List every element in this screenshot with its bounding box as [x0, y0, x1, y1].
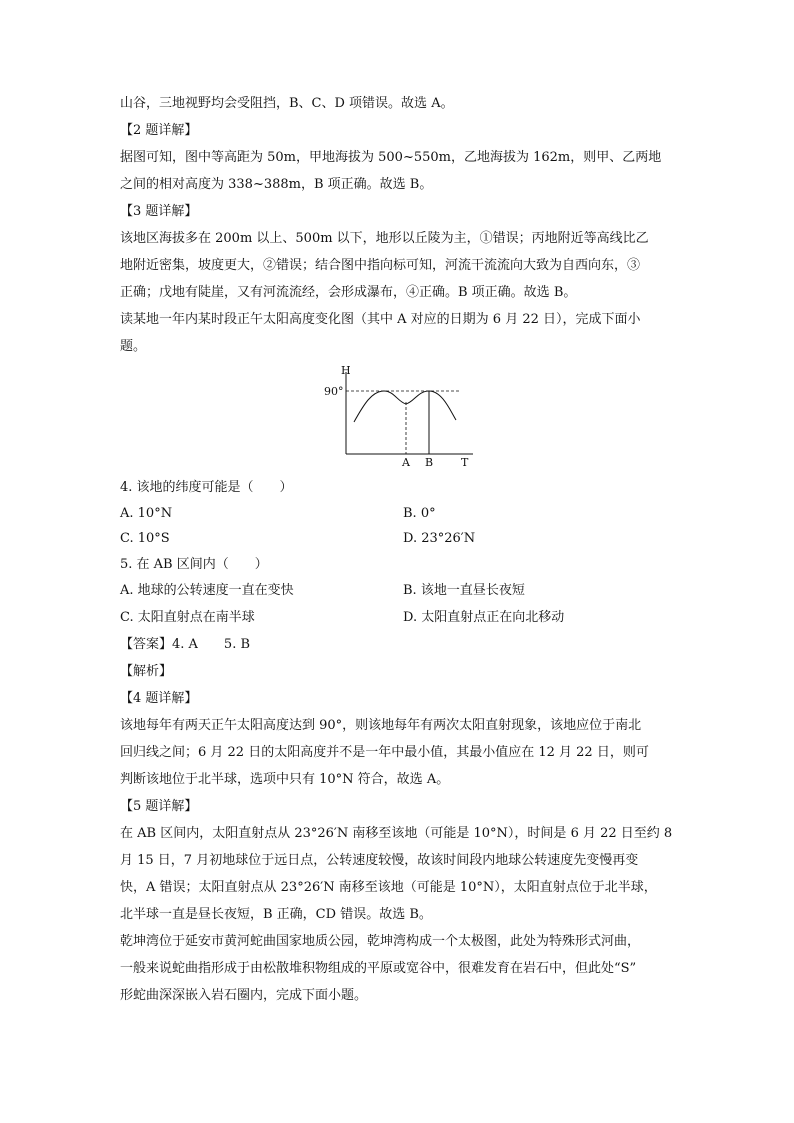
q5-option-c: C. 太阳直射点在南半球 [120, 610, 255, 625]
paragraph-line: 一般来说蛇曲指形成于由松散堆积物组成的平原或宽谷中，很难发育在岩石中，但此处“S” [120, 961, 637, 976]
sun-altitude-curve [354, 391, 456, 422]
label-b: B [425, 456, 434, 469]
section-heading-q2: 【2 题详解】 [120, 123, 198, 138]
section-heading-q3: 【3 题详解】 [120, 204, 198, 219]
question-5-stem: 5. 在 AB 区间内（ ） [120, 557, 268, 572]
paragraph-line: 山谷，三地视野均会受阻挡，B、C、D 项错误。故选 A。 [120, 96, 454, 111]
y-axis-label: H [341, 364, 351, 377]
analysis-heading: 【解析】 [120, 664, 173, 679]
paragraph-line: 在 AB 区间内，太阳直射点从 23°26′N 南移至该地（可能是 10°N），时间是 6 月 22 日至约 8 [120, 826, 673, 841]
paragraph-line: 该地区海拔多在 200m 以上、500m 以下，地形以丘陵为主，①错误；丙地附近等高线比乙 [120, 231, 649, 246]
paragraph-line: 题。 [120, 339, 147, 354]
paragraph-line: 据图可知，图中等高距为 50m，甲地海拔为 500~550m，乙地海拔为 162m，则甲、乙两地 [120, 150, 662, 165]
paragraph-line: 形蛇曲深深嵌入岩石圈内，完成下面小题。 [120, 988, 368, 1003]
paragraph-line: 回归线之间；6 月 22 日的太阳高度并不是一年中最小值，其最小值应在 12 月 22 日，则可 [120, 745, 649, 760]
question-4-stem: 4. 该地的纬度可能是（ ） [120, 480, 293, 495]
paragraph-line: 正确；戊地有陡崖，又有河流流经，会形成瀑布，④正确。B 项正确。故选 B。 [120, 285, 577, 300]
y-tick-90: 90° [324, 385, 344, 398]
q5-option-b: B. 该地一直昼长夜短 [403, 583, 525, 598]
q4-option-b: B. 0° [403, 506, 436, 521]
q4-option-c: C. 10°S [120, 531, 170, 546]
sun-altitude-figure [318, 362, 478, 472]
paragraph-line: 之间的相对高度为 338~388m，B 项正确。故选 B。 [120, 177, 433, 192]
answer-line: 【答案】4. A 5. B [120, 637, 251, 652]
x-axis-label: T [461, 456, 469, 469]
paragraph-line: 判断该地位于北半球，选项中只有 10°N 符合，故选 A。 [120, 772, 450, 787]
paragraph-line: 该地每年有两天正午太阳高度达到 90°，则该地每年有两次太阳直射现象，该地应位于南北 [120, 718, 642, 733]
q5-option-a: A. 地球的公转速度一直在变快 [120, 583, 294, 598]
q5-option-d: D. 太阳直射点正在向北移动 [403, 610, 565, 625]
paragraph-line: 月 15 日，7 月初地球位于远日点，公转速度较慢，故该时间段内地球公转速度先变慢再变 [120, 853, 639, 868]
label-a: A [402, 456, 410, 469]
paragraph-line: 地附近密集，坡度更大，②错误；结合图中指向标可知，河流干流流向大致为自西向东，③ [120, 258, 641, 273]
paragraph-line: 北半球一直是昼长夜短，B 正确，CD 错误。故选 B。 [120, 907, 432, 922]
paragraph-line: 读某地一年内某时段正午太阳高度变化图（其中 A 对应的日期为 6 月 22 日），完成下面小 [120, 312, 641, 327]
q4-option-a: A. 10°N [120, 506, 173, 521]
q4-option-d: D. 23°26′N [403, 531, 476, 546]
paragraph-line: 乾坤湾位于延安市黄河蛇曲国家地质公园，乾坤湾构成一个太极图，此处为特殊形式河曲， [120, 934, 641, 949]
section-heading-q5: 【5 题详解】 [120, 799, 198, 814]
paragraph-line: 快，A 错误；太阳直射点从 23°26′N 南移至该地（可能是 10°N），太阳直射点位于北半球， [120, 880, 657, 895]
section-heading-q4: 【4 题详解】 [120, 691, 198, 706]
